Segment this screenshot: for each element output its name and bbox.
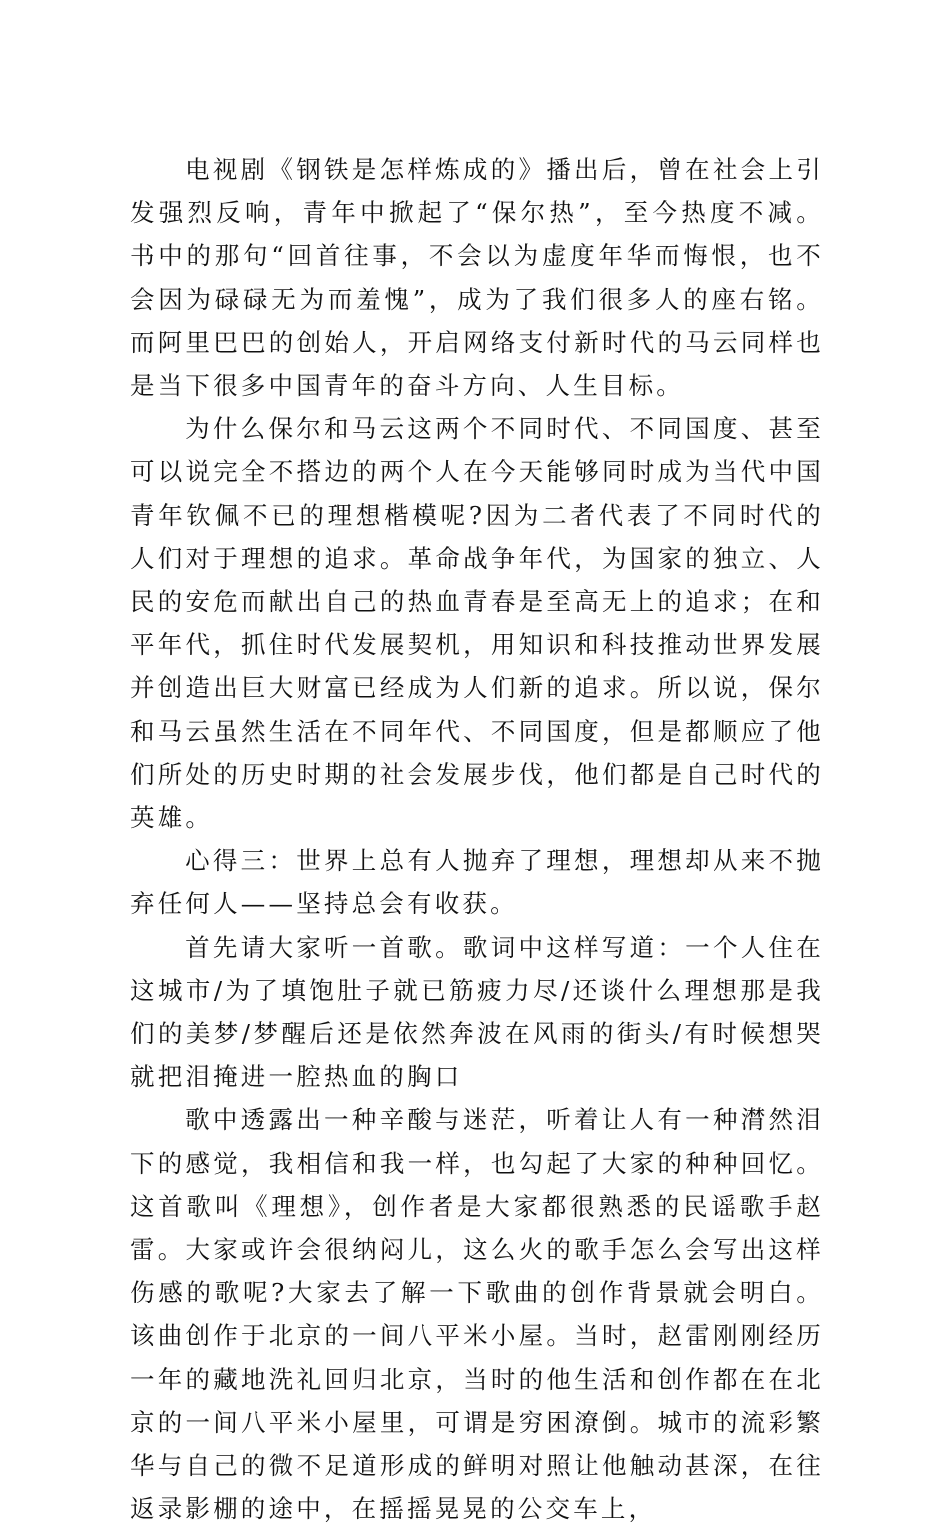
- document-body: [130, 148, 824, 1531]
- paragraph-3-heading: 心得三：世界上总有人抛弃了理想，理想却从来不抛弃任何人——坚持总会有收获。: [130, 846, 824, 919]
- paragraph-1: 电视剧《钢铁是怎样炼成的》播出后，曾在社会上引发强烈反响，青年中掀起了“保尔热”，至今热度不减。书中的那句“回首往事，不会以为虚度年华而悔恨，也不会因为碌碌无为而羞愧”，成为了我们很多人的座右铭。而阿里巴巴的创始人，开启网络支付新时代的马云同样也是当下很多中国青年的奋斗方向、人生目标。: [130, 155, 824, 401]
- paragraph-5: 歌中透露出一种辛酸与迷茫，听着让人有一种潸然泪下的感觉，我相信和我一样，也勾起了大家的种种回忆。这首歌叫《理想》，创作者是大家都很熟悉的民谣歌手赵雷。大家或许会很纳闷儿，这么火的歌手怎么会写出这样伤感的歌呢?大家去了解一下歌曲的创作背景就会明白。该曲创作于北京的一间八平米小屋。当时，赵雷刚刚经历一年的藏地洗礼回归北京，当时的他生活和创作都在在北京的一间八平米小屋里，可谓是穷困潦倒。城市的流彩繁华与自己的微不足道形成的鲜明对照让他触动甚深，在往返录影棚的途中，在摇摇晃晃的公交车上，: [130, 1105, 824, 1524]
- paragraph-4: 首先请大家听一首歌。歌词中这样写道：一个人住在这城市/为了填饱肚子就已筋疲力尽/还谈什么理想那是我们的美梦/梦醒后还是依然奔波在风雨的街头/有时候想哭就把泪掩进一腔热血的胸口: [130, 932, 824, 1092]
- paragraph-2: 为什么保尔和马云这两个不同时代、不同国度、甚至可以说完全不搭边的两个人在今天能够同时成为当代中国青年钦佩不已的理想楷模呢?因为二者代表了不同时代的人们对于理想的追求。革命战争年代，为国家的独立、人民的安危而献出自己的热血青春是至高无上的追求；在和平年代，抓住时代发展契机，用知识和科技推动世界发展并创造出巨大财富已经成为人们新的追求。所以说，保尔和马云虽然生活在不同年代、不同国度，但是都顺应了他们所处的历史时期的社会发展步伐，他们都是自己时代的英雄。: [130, 414, 824, 833]
